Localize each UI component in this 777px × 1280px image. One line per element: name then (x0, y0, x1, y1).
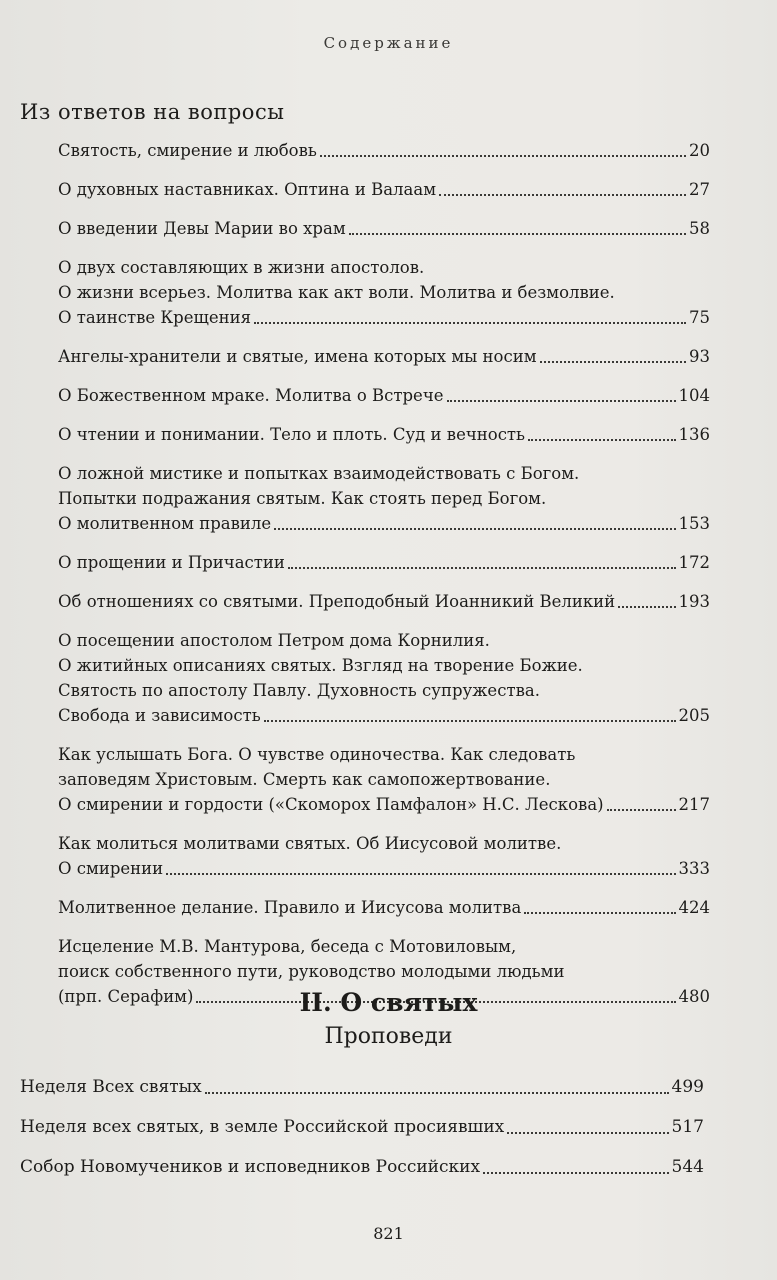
dot-leader (288, 567, 676, 569)
toc-entry-line: О жизни всерьез. Молитва как акт воли. Молитва и безмолвие. (58, 283, 615, 302)
sermon-title: Неделя всех святых, в земле Российской просиявших (20, 1117, 505, 1137)
toc-entry-title: О молитвенном правиле (58, 514, 272, 533)
dot-leader (274, 528, 675, 530)
part-subtitle: Проповеди (324, 1024, 453, 1049)
toc-entry-title: О смирении (58, 859, 164, 878)
toc-list (58, 138, 710, 1023)
dot-leader (320, 155, 686, 157)
dot-leader (447, 400, 676, 402)
dot-leader (507, 1132, 668, 1134)
sermon-entry (20, 1154, 704, 1180)
dot-leader (483, 1172, 668, 1174)
toc-entry-last-line (58, 511, 710, 536)
toc-page-number: 333 (678, 859, 710, 878)
toc-page-number: 153 (678, 514, 710, 533)
sermon-entry (20, 1074, 704, 1100)
toc-entry-title: Свобода и зависимость (58, 706, 261, 725)
dot-leader (618, 606, 675, 608)
toc-entry (58, 216, 710, 241)
sermon-entry (20, 1114, 704, 1140)
toc-page-number: 75 (689, 308, 710, 327)
toc-entry (58, 461, 710, 536)
toc-entry (58, 895, 710, 920)
toc-page-number: 480 (678, 987, 710, 1006)
toc-entry (58, 383, 710, 408)
toc-entry-title: О таинстве Крещения (58, 308, 252, 327)
toc-entry (58, 550, 710, 575)
toc-entry-line: Исцеление М.В. Мантурова, беседа с Мотовиловым, (58, 937, 517, 956)
toc-entry-title: О чтении и понимании. Тело и плоть. Суд и вечность (58, 425, 526, 444)
toc-entry-last-line (58, 703, 710, 728)
toc-page-number: 424 (678, 898, 710, 917)
toc-entry-last-line (58, 792, 710, 817)
toc-entry-line: О житийных описаниях святых. Взгляд на творение Божие. (58, 656, 583, 675)
toc-entry-line: О ложной мистике и попытках взаимодействовать с Богом. (58, 464, 580, 483)
toc-entry-line: Святость по апостолу Павлу. Духовность супружества. (58, 681, 540, 700)
dot-leader (540, 361, 686, 363)
dot-leader (607, 809, 676, 811)
toc-entry-last-line (58, 344, 710, 369)
toc-entry-title: (прп. Серафим) (58, 987, 194, 1006)
toc-entry-last-line (58, 589, 710, 614)
toc-entry-last-line (58, 305, 710, 330)
toc-entry (58, 344, 710, 369)
toc-entry-line: О двух составляющих в жизни апостолов. (58, 258, 425, 277)
dot-leader (264, 720, 676, 722)
toc-entry (58, 628, 710, 728)
toc-entry-line: заповедям Христовым. Смерть как самопожертвование. (58, 770, 551, 789)
dot-leader (205, 1092, 669, 1094)
toc-entry-title: О прощении и Причастии (58, 553, 285, 572)
part-title: II. О святых (299, 988, 478, 1017)
toc-page-number: 27 (689, 180, 710, 199)
dot-leader (524, 912, 675, 914)
toc-entry-line: поиск собственного пути, руководство молодыми людьми (58, 962, 565, 981)
toc-entry (58, 422, 710, 447)
toc-entry-last-line (58, 422, 710, 447)
toc-entry-last-line (58, 216, 710, 241)
toc-entry (58, 589, 710, 614)
toc-entry-title: О Божественном мраке. Молитва о Встрече (58, 386, 444, 405)
toc-entry (58, 138, 710, 163)
toc-page-number: 205 (678, 706, 710, 725)
dot-leader (166, 873, 675, 875)
toc-page-number: 58 (689, 219, 710, 238)
toc-page-number: 104 (678, 386, 710, 405)
section-heading: Из ответов на вопросы (20, 100, 285, 124)
toc-entry (58, 831, 710, 881)
toc-entry-last-line (58, 856, 710, 881)
toc-entry-title: О введении Девы Марии во храм (58, 219, 346, 238)
toc-entry-last-line (58, 138, 710, 163)
sermon-title: Собор Новомучеников и исповедников Российских (20, 1157, 481, 1177)
toc-entry-line: О посещении апостолом Петром дома Корнилия. (58, 631, 490, 650)
toc-entry-title: Святость, смирение и любовь (58, 141, 317, 160)
toc-entry-line: Попытки подражания святым. Как стоять перед Богом. (58, 489, 547, 508)
toc-entry-title: Об отношениях со святыми. Преподобный Иоанникий Великий (58, 592, 616, 611)
toc-entry-title: О духовных наставниках. Оптина и Валаам (58, 180, 437, 199)
toc-entry-last-line (58, 177, 710, 202)
dot-leader (254, 322, 686, 324)
toc-page-number: 172 (678, 553, 710, 572)
dot-leader (528, 439, 675, 441)
dot-leader (439, 194, 686, 196)
sermon-page-number: 499 (671, 1077, 704, 1097)
dot-leader (349, 233, 686, 235)
sermons-list (20, 1074, 704, 1194)
toc-entry-title: Молитвенное делание. Правило и Иисусова молитва (58, 898, 522, 917)
sermon-title: Неделя Всех святых (20, 1077, 202, 1097)
toc-entry (58, 255, 710, 330)
toc-entry (58, 177, 710, 202)
page-number: 821 (373, 1224, 404, 1243)
toc-page-number: 136 (678, 425, 710, 444)
toc-entry-last-line (58, 895, 710, 920)
toc-page-number: 20 (689, 141, 710, 160)
sermon-page-number: 517 (671, 1117, 704, 1137)
toc-entry-line: Как услышать Бога. О чувстве одиночества. Как следовать (58, 745, 576, 764)
toc-page-number: 217 (678, 795, 710, 814)
toc-entry-last-line (58, 550, 710, 575)
running-head: Содержание (323, 34, 454, 52)
toc-entry-title: О смирении и гордости («Скоморох Памфалон» Н.С. Лескова) (58, 795, 604, 814)
toc-entry-line: Как молиться молитвами святых. Об Иисусовой молитве. (58, 834, 562, 853)
toc-page-number: 193 (678, 592, 710, 611)
toc-page-number: 93 (689, 347, 710, 366)
toc-entry-title: Ангелы-хранители и святые, имена которых мы носим (58, 347, 537, 366)
toc-entry-last-line (58, 383, 710, 408)
sermon-page-number: 544 (671, 1157, 704, 1177)
toc-entry (58, 742, 710, 817)
